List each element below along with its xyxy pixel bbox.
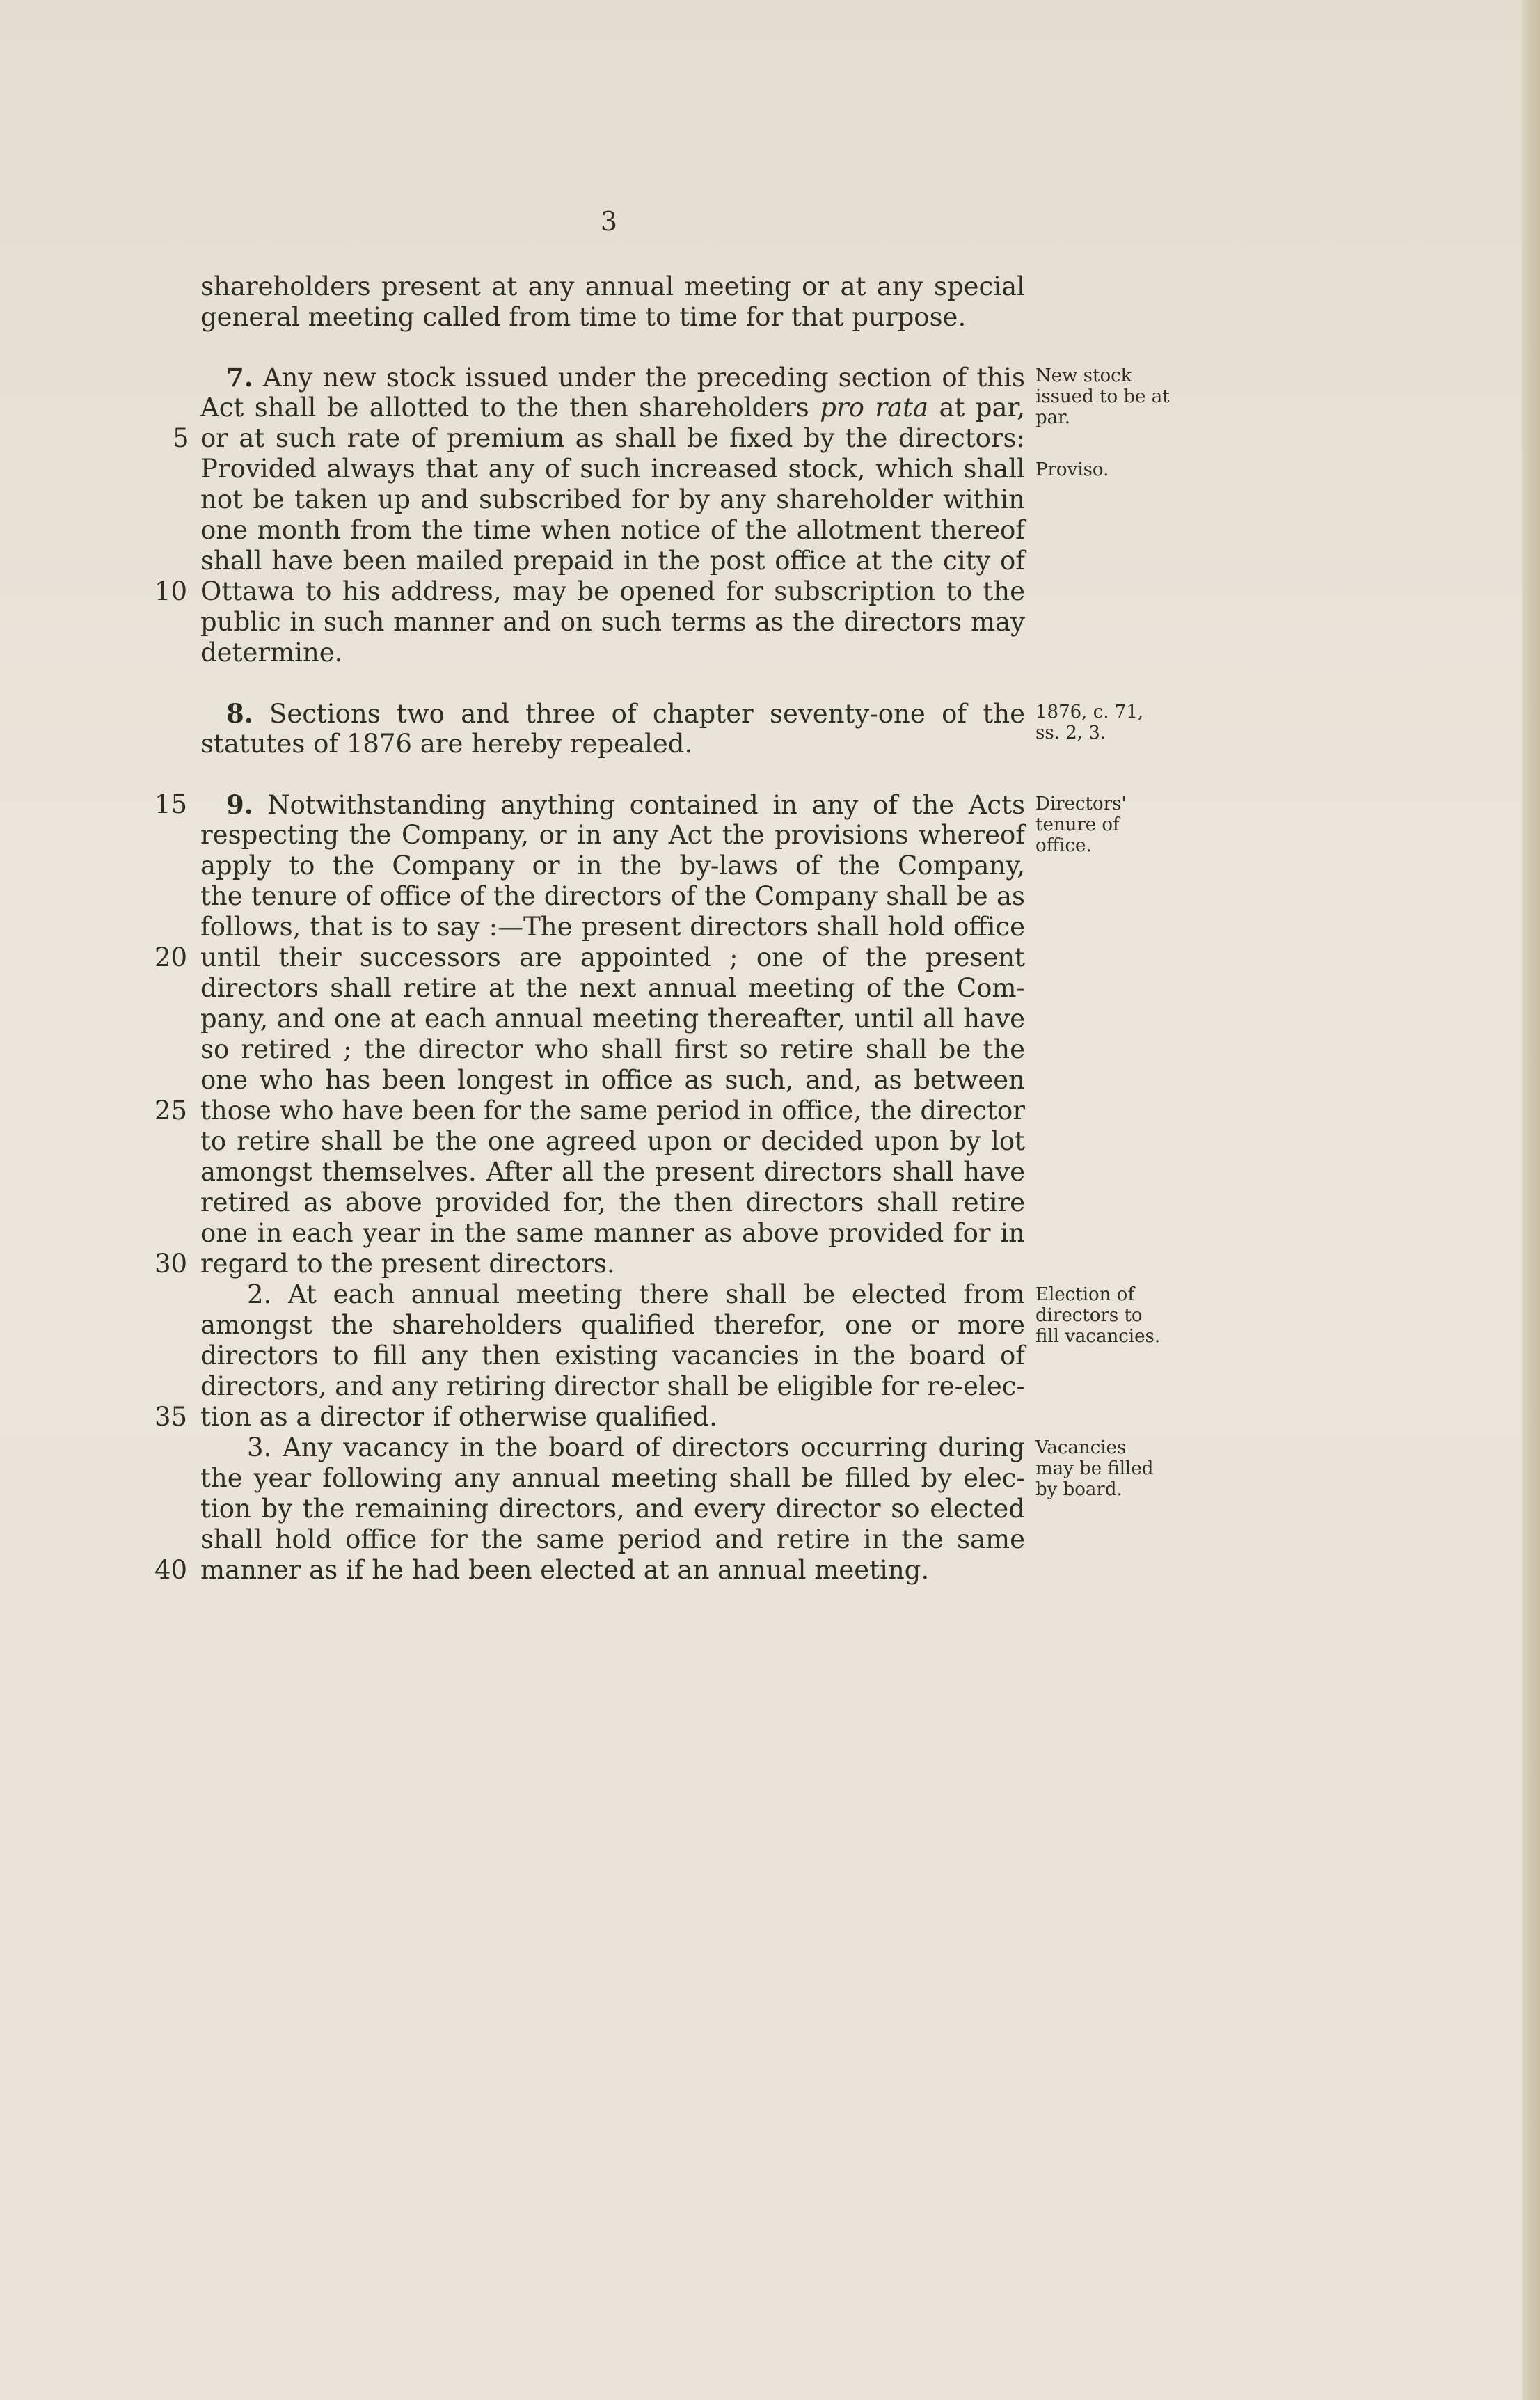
text-line: directors to fill any then existing vacancies in the board of (200, 1341, 1025, 1371)
marginal-note-vacancies: Vacancies may be filled by board. (1035, 1437, 1154, 1500)
marginal-note-proviso: Proviso. (1035, 459, 1109, 480)
text-line: the year following any annual meeting shall be filled by elec- (200, 1463, 1025, 1493)
marginal-note-new-stock: New stock issued to be at par. (1035, 365, 1170, 428)
text-line: 3. Any vacancy in the board of directors occurring during (247, 1432, 1025, 1462)
text-line: determine. (200, 638, 343, 668)
text-line: shareholders present at any annual meeting or at any special (200, 271, 1025, 301)
line-number-35: 35 (154, 1402, 188, 1432)
text-line: one who has been longest in office as such, and, as between (200, 1065, 1025, 1095)
text-line: to retire shall be the one agreed upon or decided upon by lot (200, 1126, 1025, 1156)
text-line: retired as above provided for, the then directors shall retire (200, 1187, 1025, 1217)
text-line: those who have been for the same period in office, the director (200, 1096, 1025, 1126)
line-number-20: 20 (154, 942, 188, 972)
page-number: 3 (600, 206, 618, 237)
section-9-first-line: 9. Notwithstanding anything contained in any of the Acts (226, 789, 1025, 820)
marginal-note-directors-tenure: Directors' tenure of office. (1035, 794, 1127, 856)
text-line: tion as a director if otherwise qualified. (200, 1402, 717, 1432)
page-edge (1522, 0, 1540, 2400)
text-line: until their successors are appointed ; one of the present (200, 942, 1025, 972)
text-line: so retired ; the director who shall first so retire shall be the (200, 1034, 1025, 1064)
section-8-first-line: 8. Sections two and three of chapter seventy-one of the (226, 698, 1025, 729)
text-line: public in such manner and on such terms as the directors may (200, 607, 1025, 637)
section-number-9: 9. (226, 789, 253, 820)
line-number-5: 5 (173, 423, 189, 453)
text-line: or at such rate of premium as shall be fixed by the directors: (200, 423, 1025, 453)
text-line: follows, that is to say :—The present directors shall hold office (200, 912, 1025, 942)
text-line: 2. At each annual meeting there shall be elected from (247, 1279, 1025, 1309)
text-line: one month from the time when notice of the allotment thereof (200, 515, 1025, 545)
text-line: amongst themselves. After all the present directors shall have (200, 1157, 1025, 1187)
text-line: general meeting called from time to time for that purpose. (200, 302, 967, 332)
text-line: regard to the present directors. (200, 1249, 615, 1279)
text-line (200, 393, 1025, 423)
text-line: pany, and one at each annual meeting thereafter, until all have (200, 1004, 1025, 1034)
text-line: Ottawa to his address, may be opened for subscription to the (200, 576, 1025, 606)
text-line: not be taken up and subscribed for by any shareholder within (200, 484, 1025, 514)
text-line: shall hold office for the same period and retire in the same (200, 1524, 1025, 1554)
marginal-note-election: Election of directors to fill vacancies. (1035, 1284, 1161, 1347)
section-number-8: 8. (226, 698, 253, 729)
text-line: Provided always that any of such increased stock, which shall (200, 454, 1025, 484)
text-line: tion by the remaining directors, and every director so elected (200, 1494, 1025, 1524)
section-7-first-line: 7. Any new stock issued under the preceding section of this (226, 362, 1025, 393)
pro-rata-line: Act shall be allotted to the then shareholders pro rata at par, (200, 393, 1025, 423)
text-line: the tenure of office of the directors of the Company shall be as (200, 881, 1025, 911)
text-line: directors shall retire at the next annual meeting of the Com- (200, 973, 1025, 1003)
section-number-7: 7. (226, 362, 253, 393)
line-number-30: 30 (154, 1249, 188, 1279)
text-line: directors, and any retiring director shall be eligible for re-elec- (200, 1371, 1025, 1401)
marginal-note-repeal: 1876, c. 71, ss. 2, 3. (1035, 702, 1144, 743)
line-number-10: 10 (154, 576, 188, 606)
text-line: apply to the Company or in the by-laws of the Company, (200, 851, 1025, 881)
text-line: manner as if he had been elected at an annual meeting. (200, 1555, 930, 1585)
text-line: statutes of 1876 are hereby repealed. (200, 729, 693, 759)
text-line: amongst the shareholders qualified therefor, one or more (200, 1310, 1025, 1340)
text-line: respecting the Company, or in any Act the provisions whereof (200, 820, 1025, 850)
text-line: one in each year in the same manner as above provided for in (200, 1218, 1025, 1248)
line-number-25: 25 (154, 1096, 188, 1126)
line-number-40: 40 (154, 1555, 188, 1585)
line-number-15: 15 (154, 789, 188, 819)
text-line: shall have been mailed prepaid in the post office at the city of (200, 546, 1025, 576)
